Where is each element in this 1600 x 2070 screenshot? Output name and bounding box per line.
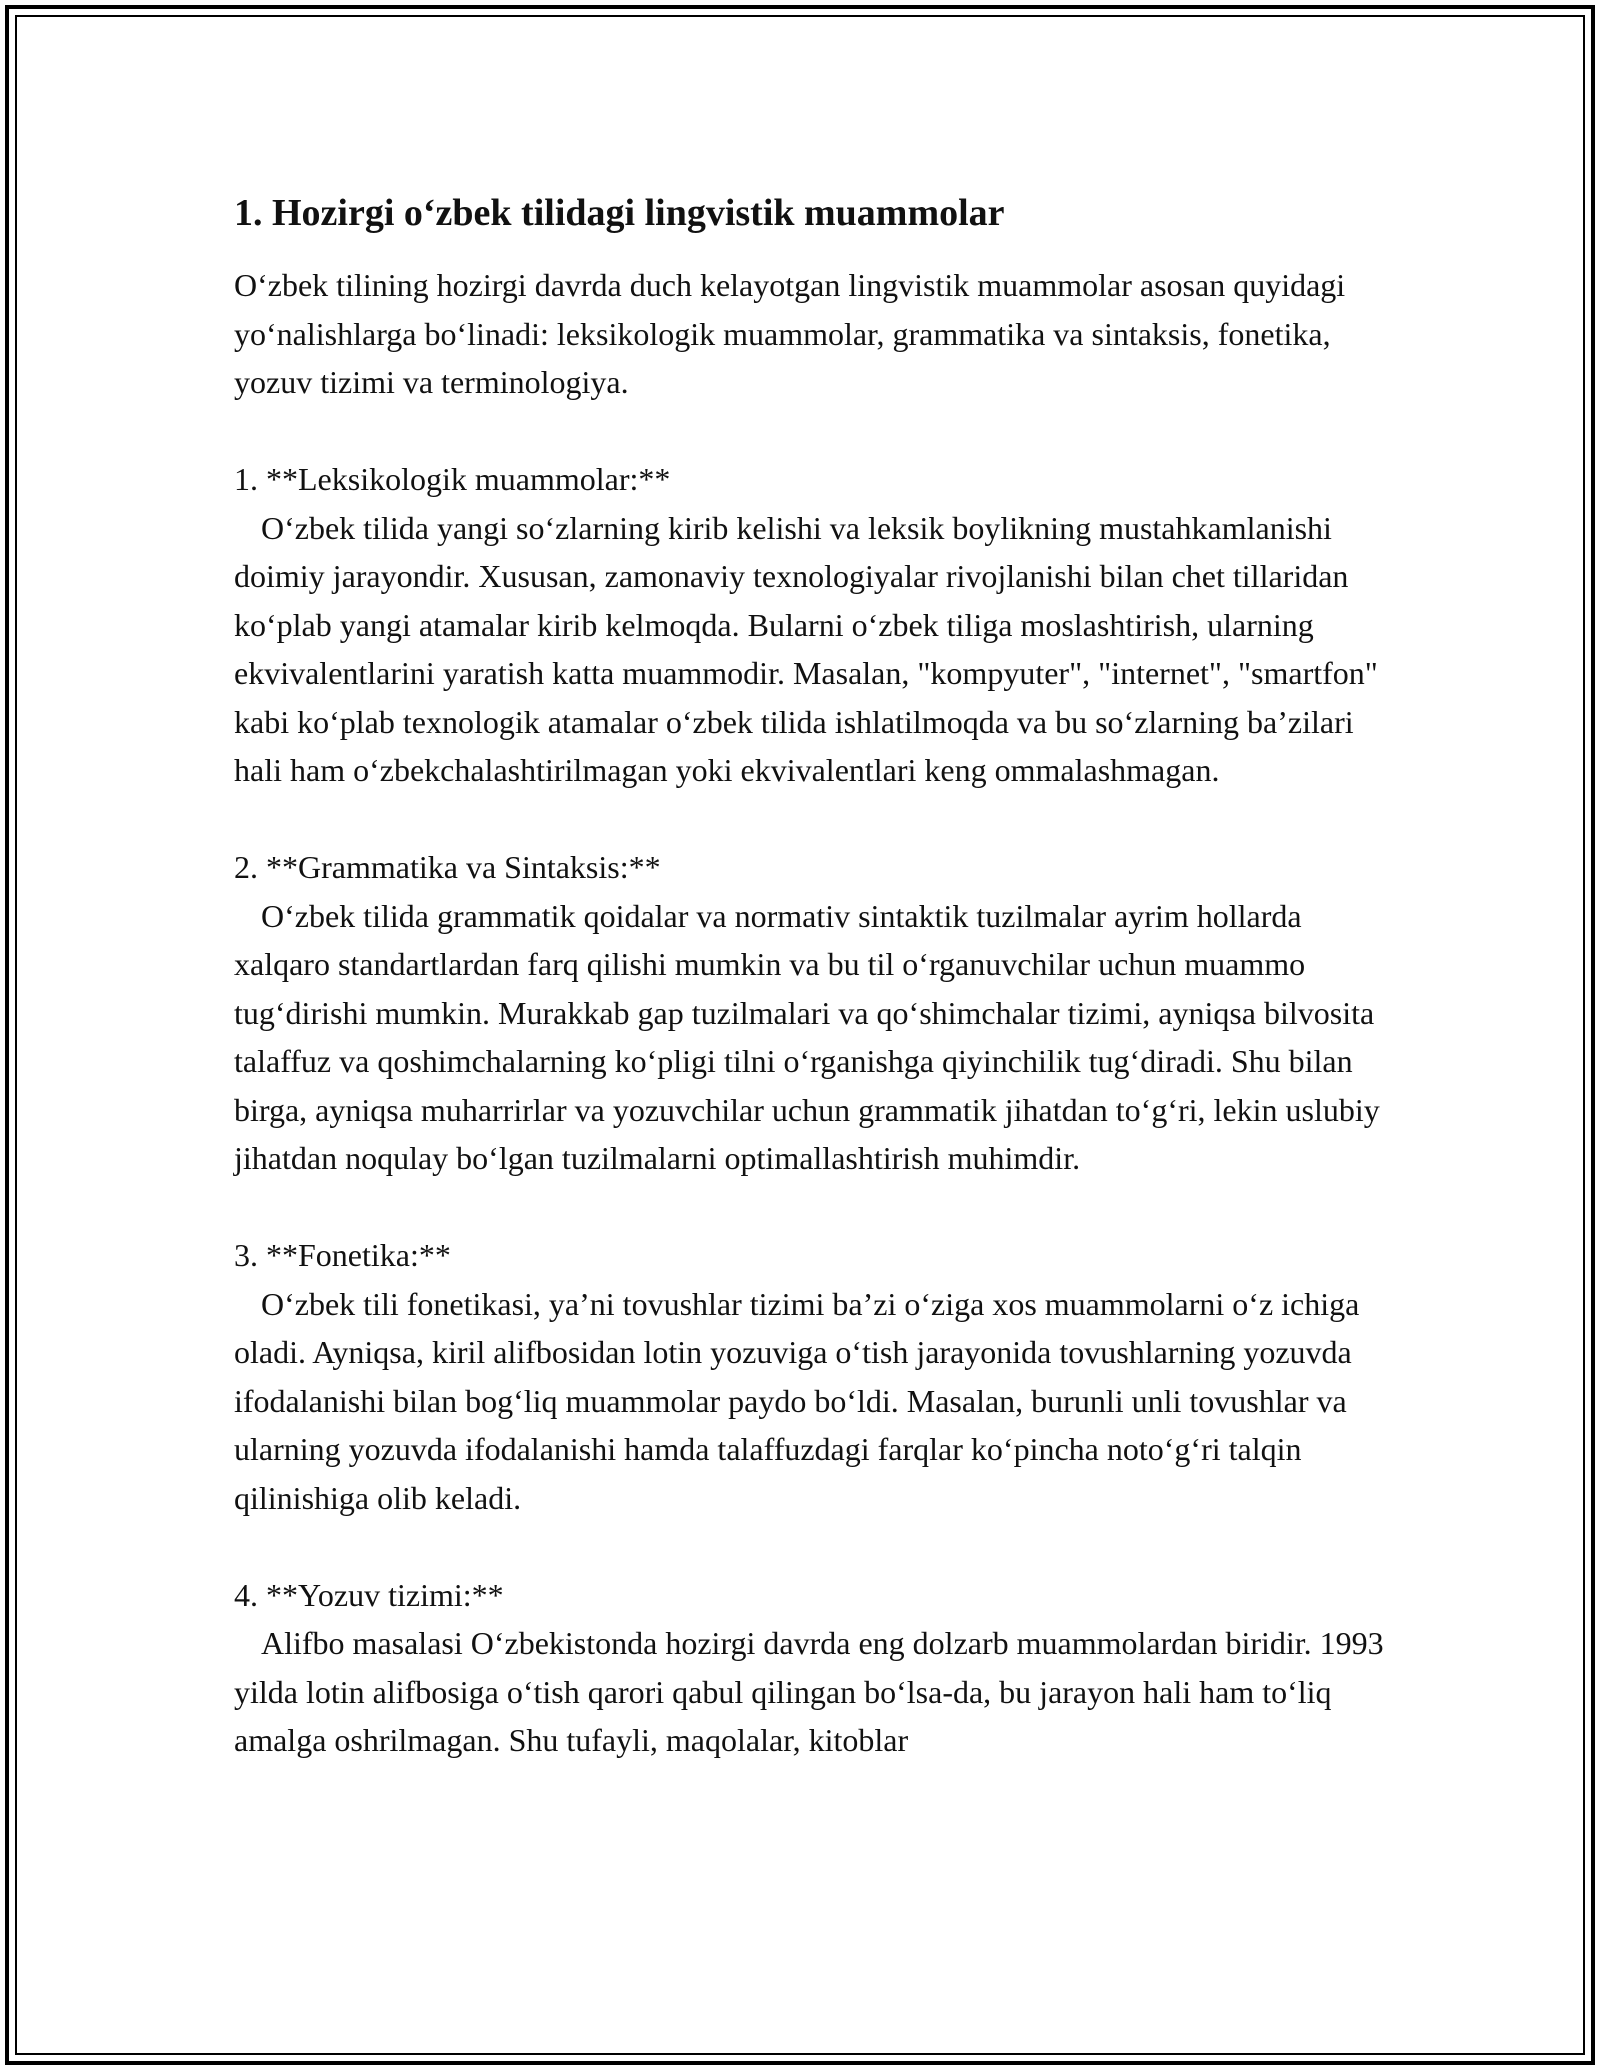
section-body: Alifbo masalasi O‘zbekistonda hozirgi davrda eng dolzarb muammolardan biridir. 1993 yilda lotin alifbosiga o‘tish qarori qabul qilingan bo‘lsa-da, bu jarayon hali ham to‘liq amalga oshrilmagan. Shu tufayli, maqolalar, kitoblar xyxy=(234,1625,1384,1758)
section-yozuv xyxy=(234,1571,1394,1765)
section-heading: 4. **Yozuv tizimi:** xyxy=(234,1576,504,1613)
section-body: O‘zbek tili fonetikasi, ya’ni tovushlar tizimi ba’zi o‘ziga xos muammolarni o‘z ichiga oladi. Ayniqsa, kiril alifbosidan lotin yozuviga o‘tish jarayonida tovushlarning yozuvda ifodalanishi bilan bog‘liq muammolar paydo bo‘ldi. Masalan, burunli unli tovushlar va ularning yozuvda ifodalanishi hamda talaffuzdagi farqlar ko‘pincha noto‘g‘ri talqin qilinishiga olib keladi. xyxy=(234,1285,1360,1516)
section-heading: 2. **Grammatika va Sintaksis:** xyxy=(234,849,661,885)
section-fonetika xyxy=(234,1231,1394,1522)
section-grammatika xyxy=(234,843,1394,1183)
document-content xyxy=(234,185,1394,1765)
document-title: 1. Hozirgi o‘zbek tilidagi lingvistik muammolar xyxy=(234,192,1005,234)
intro-paragraph: O‘zbek tilining hozirgi davrda duch kelayotgan lingvistik muammolar asosan quyidagi yo‘nalishlarga bo‘linadi: leksikologik muammolar, grammatika va sintaksis, fonetika, yozuv tizimi va terminologiya. xyxy=(234,267,1346,400)
section-leksikologik xyxy=(234,455,1394,795)
section-body: O‘zbek tilida yangi so‘zlarning kirib kelishi va leksik boylikning mustahkamlanishi doimiy jarayondir. Xususan, zamonaviy texnologiyalar rivojlanishi bilan chet tillaridan ko‘plab yangi atamalar kirib kelmoqda. Bularni o‘zbek tiliga moslashtirish, ularning ekvivalentlarini yaratish katta muammodir. Masalan, "kompyuter", "internet", "smartfon" kabi ko‘plab texnologik atamalar o‘zbek tilida ishlatilmoqda va bu so‘zlarning ba’zilari hali ham o‘zbekchalashtirilmagan yoki ekvivalentlari keng ommalashmagan. xyxy=(234,509,1378,788)
section-heading: 3. **Fonetika:** xyxy=(234,1237,451,1273)
section-heading: 1. **Leksikologik muammolar:** xyxy=(234,461,671,497)
section-body: O‘zbek tilida grammatik qoidalar va normativ sintaktik tuzilmalar ayrim hollarda xalqaro standartlardan farq qilishi mumkin va bu til o‘rganuvchilar uchun muammo tug‘dirishi mumkin. Murakkab gap tuzilmalari va qo‘shimchalar tizimi, ayniqsa bilvosita talaffuz va qoshimchalarning ko‘pligi tilni o‘rganishga qiyinchilik tug‘diradi. Shu bilan birga, ayniqsa muharrirlar va yozuvchilar uchun grammatik jihatdan to‘g‘ri, lekin uslubiy jihatdan noqulay bo‘lgan tuzilmalarni optimallashtirish muhimdir. xyxy=(234,897,1380,1176)
